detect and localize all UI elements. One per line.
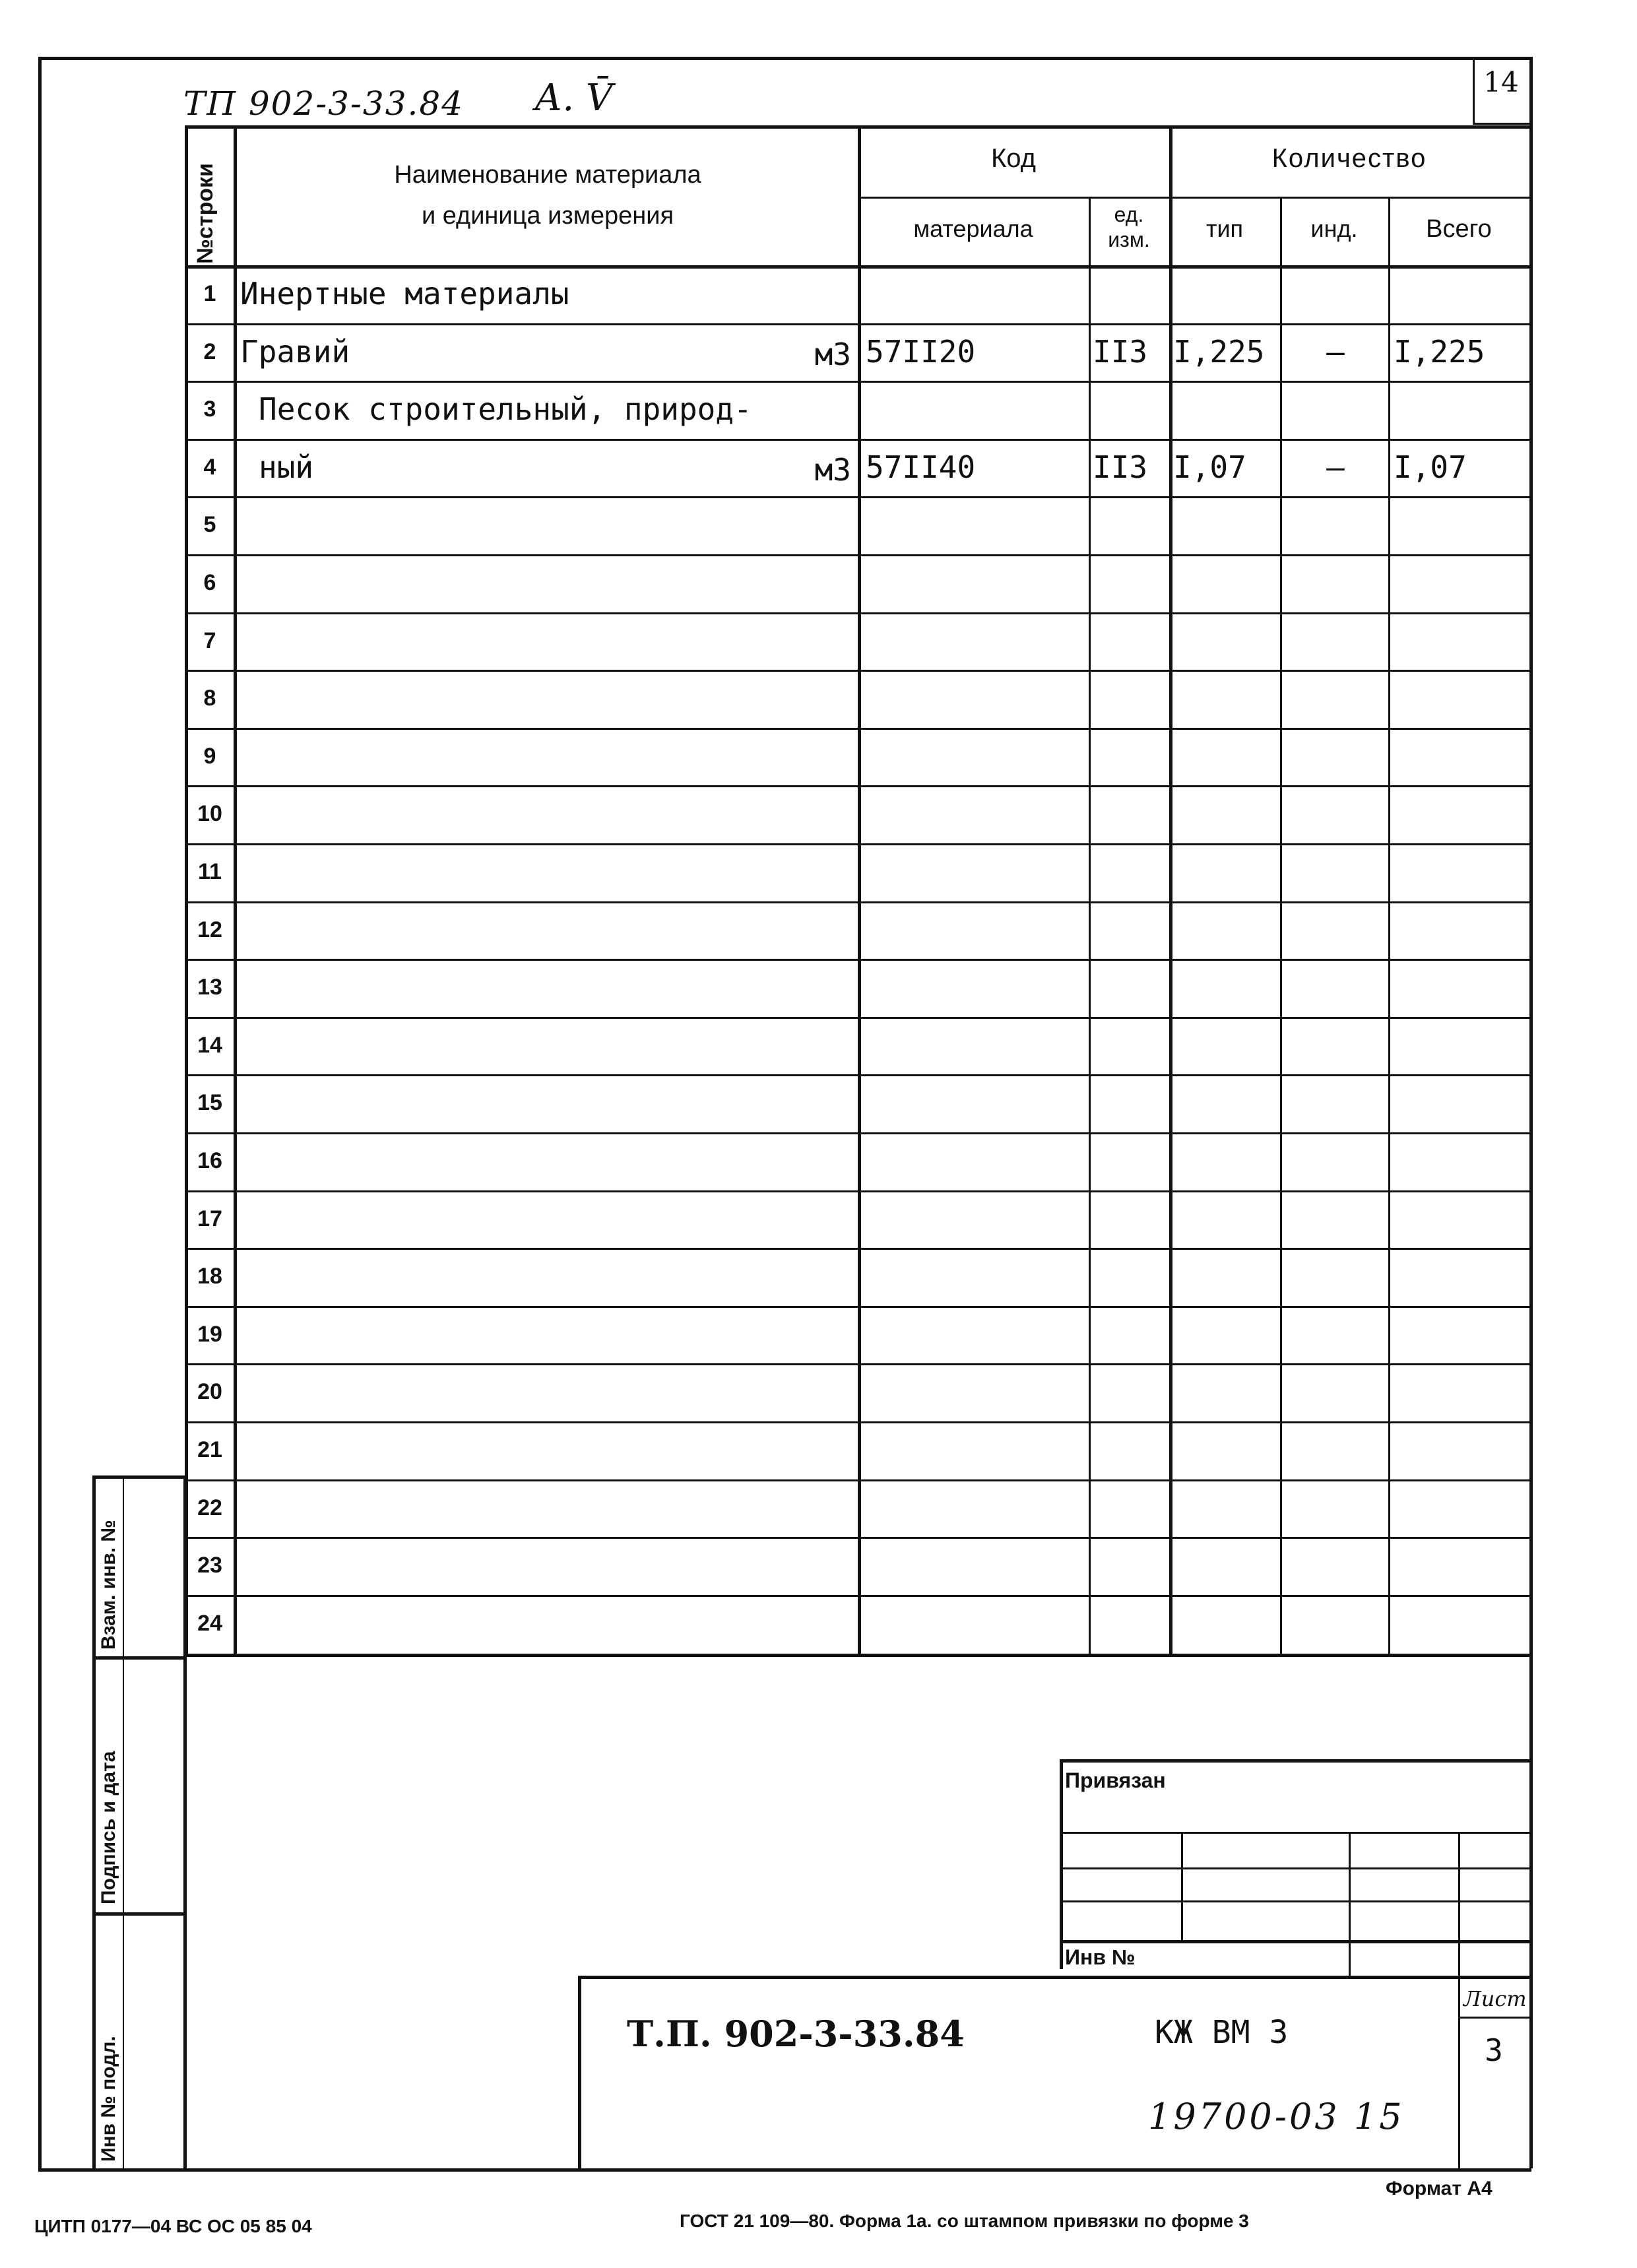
row-line: [185, 1363, 1529, 1365]
frame-top: [38, 57, 1529, 60]
row-line: [185, 1421, 1529, 1423]
row-line: [185, 1190, 1529, 1192]
row-line: [185, 843, 1529, 845]
header-qty-total: Всего: [1426, 215, 1492, 243]
row-name: Песок строительный, природ-: [259, 391, 752, 427]
row-ind: –: [1326, 334, 1345, 370]
footer-right: ГОСТ 21 109—80. Форма 1а. со штампом привязки по форме 3: [680, 2211, 1249, 2231]
row-line: [185, 554, 1529, 556]
corner-box-bottom: [1473, 123, 1529, 125]
row-number: 17: [197, 1206, 222, 1231]
frame-left: [38, 57, 42, 2168]
row-number: 22: [197, 1495, 222, 1520]
row-line: [185, 496, 1529, 498]
row-line: [185, 728, 1529, 730]
row-unit: м3: [814, 337, 851, 372]
row-number: 8: [203, 686, 216, 711]
row-number: 20: [197, 1379, 222, 1404]
row-unit: м3: [814, 452, 851, 488]
stamp-doc-code: Т.П. 902-3-33.84: [627, 2013, 965, 2055]
corner-box-left: [1473, 57, 1475, 123]
frame-right: [1529, 57, 1533, 2168]
row-ed: II3: [1093, 334, 1148, 370]
row-line: [185, 1248, 1529, 1250]
row-code: 57II20: [866, 334, 976, 370]
row-number: 2: [203, 339, 216, 364]
stamp-list-value: 3: [1485, 2032, 1503, 2068]
row-number: 14: [197, 1033, 222, 1058]
row-name: Инертные материалы: [240, 276, 569, 311]
row-number: 21: [197, 1437, 222, 1462]
sheet-corner-number: 14: [1483, 66, 1519, 98]
footer-left: ЦИТП 0177—04 ВС ОС 05 85 04: [34, 2216, 312, 2236]
label-inv-podl: Инв № подл.: [98, 2036, 119, 2162]
row-line: [185, 439, 1529, 441]
label-podpis-data: Подпись и дата: [98, 1751, 119, 1904]
row-name: ный: [259, 449, 314, 485]
format-label: Формат А4: [1386, 2178, 1493, 2199]
row-tip: I,07: [1173, 449, 1246, 485]
row-number: 24: [197, 1611, 222, 1636]
row-number: 19: [197, 1322, 222, 1347]
bottom-number: 19700-03 15: [1148, 2096, 1405, 2137]
row-number: 9: [203, 744, 216, 769]
stamp-privyazan: Привязан: [1065, 1768, 1166, 1792]
header-qty-ind: инд.: [1310, 215, 1358, 242]
row-number: 6: [203, 570, 216, 595]
row-ed: II3: [1093, 449, 1148, 485]
row-line: [185, 670, 1529, 672]
header-name-line1: Наименование материала: [394, 161, 701, 189]
top-album: А. V̄: [534, 77, 613, 119]
row-number: 1: [203, 281, 216, 306]
row-number: 5: [203, 512, 216, 537]
row-line: [185, 1479, 1529, 1481]
row-number: 3: [203, 397, 216, 422]
frame-bottom: [38, 2168, 1531, 2172]
row-line: [185, 323, 1529, 325]
row-tip: I,225: [1173, 334, 1265, 370]
stamp-doc-mark: КЖ ВМ 3: [1155, 2014, 1289, 2051]
row-total: I,225: [1394, 334, 1485, 370]
row-line: [185, 1132, 1529, 1134]
row-total: I,07: [1394, 449, 1467, 485]
header-row-number: №строки: [193, 163, 218, 264]
row-number: 4: [203, 455, 216, 480]
row-line: [185, 1537, 1529, 1539]
header-code-unit: ед. изм.: [1108, 203, 1150, 251]
row-number: 7: [203, 628, 216, 653]
stamp-inv-no: Инв №: [1065, 1945, 1136, 1969]
row-number: 23: [197, 1553, 222, 1578]
row-number: 13: [197, 975, 222, 1000]
row-line: [185, 1074, 1529, 1076]
header-qty-type: тип: [1205, 215, 1244, 242]
header-code-material: материала: [913, 215, 1033, 242]
row-name: Гравий: [240, 334, 350, 370]
row-line: [185, 612, 1529, 614]
row-line: [185, 785, 1529, 787]
row-ind: –: [1326, 449, 1345, 485]
header-name-line2: и единица измерения: [421, 202, 674, 230]
row-line: [185, 381, 1529, 383]
row-line: [185, 1595, 1529, 1597]
row-code: 57II40: [866, 449, 976, 485]
header-quantity: Количество: [1271, 144, 1427, 173]
top-code: ТП 902-3-33.84: [183, 84, 465, 123]
row-number: 12: [197, 917, 222, 942]
row-line: [185, 1017, 1529, 1019]
row-number: 16: [197, 1148, 222, 1173]
row-line: [185, 959, 1529, 961]
row-number: 15: [197, 1090, 222, 1115]
row-line: [185, 901, 1529, 903]
row-line: [185, 1306, 1529, 1308]
row-number: 10: [197, 801, 222, 826]
label-vzam-inv: Взам. инв. №: [98, 1520, 119, 1650]
stamp-list-label: Лист: [1463, 1986, 1527, 2011]
header-code: Код: [990, 144, 1036, 173]
row-number: 18: [197, 1264, 222, 1289]
row-number: 11: [198, 859, 222, 884]
